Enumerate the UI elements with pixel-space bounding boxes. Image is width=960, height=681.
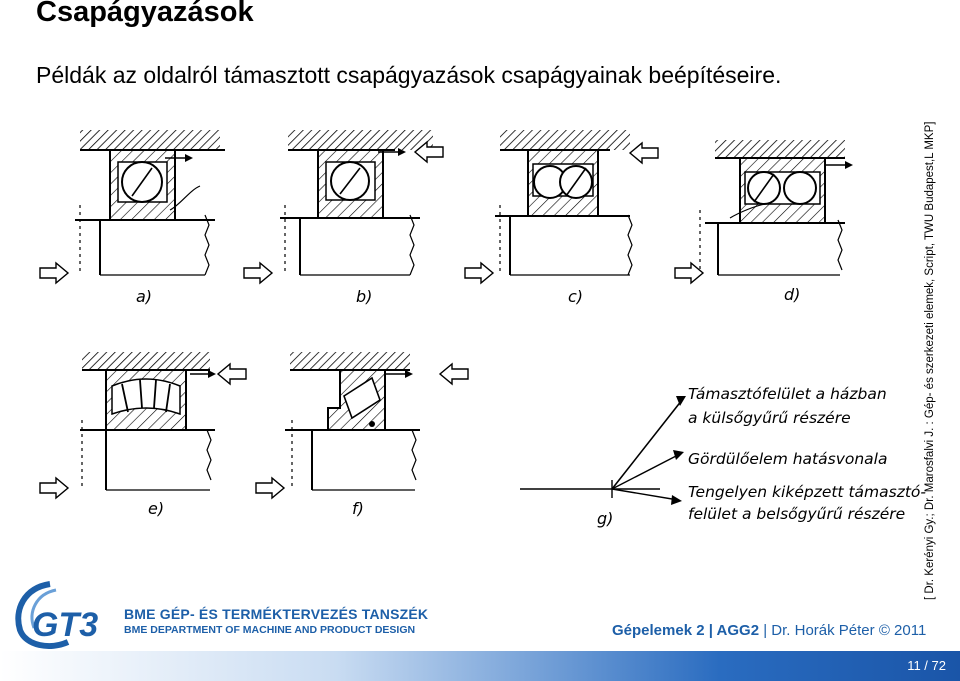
label-d: d) — [784, 285, 801, 304]
figure-g — [520, 396, 686, 505]
figure-b — [244, 130, 443, 283]
page-number: 11 / 72 — [907, 658, 946, 673]
figure-c — [465, 130, 658, 283]
legend-line3b: felület a belsőgyűrű részére — [688, 505, 906, 523]
figure-e — [40, 352, 246, 498]
label-g: g) — [597, 509, 614, 528]
figure-d — [675, 140, 853, 283]
legend-line3a: Tengelyen kiképzett támasztó- — [688, 483, 926, 501]
footer-course: Gépelemek 2 | AGG2 — [612, 622, 764, 639]
legend-line1a: Támasztófelület a házban — [688, 385, 887, 403]
slide-subtitle: Példák az oldalról támasztott csapágyazások csapágyainak beépítéseire. — [36, 62, 782, 88]
legend-line1b: a külsőgyűrű részére — [688, 409, 851, 427]
logo-text: GT3 — [32, 606, 99, 644]
label-a: a) — [136, 287, 153, 306]
label-c: c) — [568, 287, 584, 306]
footer-author: | Dr. Horák Péter © 2011 — [763, 622, 927, 639]
department-en: BME DEPARTMENT OF MACHINE AND PRODUCT DESIGN — [124, 624, 416, 636]
bottom-bar — [0, 651, 960, 681]
department-hu: BME GÉP- ÉS TERMÉKTERVEZÉS TANSZÉK — [124, 606, 429, 622]
gt3-logo — [10, 580, 122, 650]
legend-line2: Gördülőelem hatásvonala — [688, 450, 888, 468]
label-f: f) — [352, 499, 364, 518]
label-e: e) — [148, 499, 165, 518]
figure-a — [40, 130, 225, 283]
figure-f — [256, 352, 468, 498]
source-credit: [ Dr. Kerényi Gy.; Dr. Marosfalvi J. : Gép- és szerkezeti elemek, Script, TWU Budapest,L MKP] — [924, 121, 936, 600]
label-b: b) — [356, 287, 373, 306]
footer — [612, 622, 926, 639]
slide-title: Csapágyazások — [36, 0, 254, 28]
